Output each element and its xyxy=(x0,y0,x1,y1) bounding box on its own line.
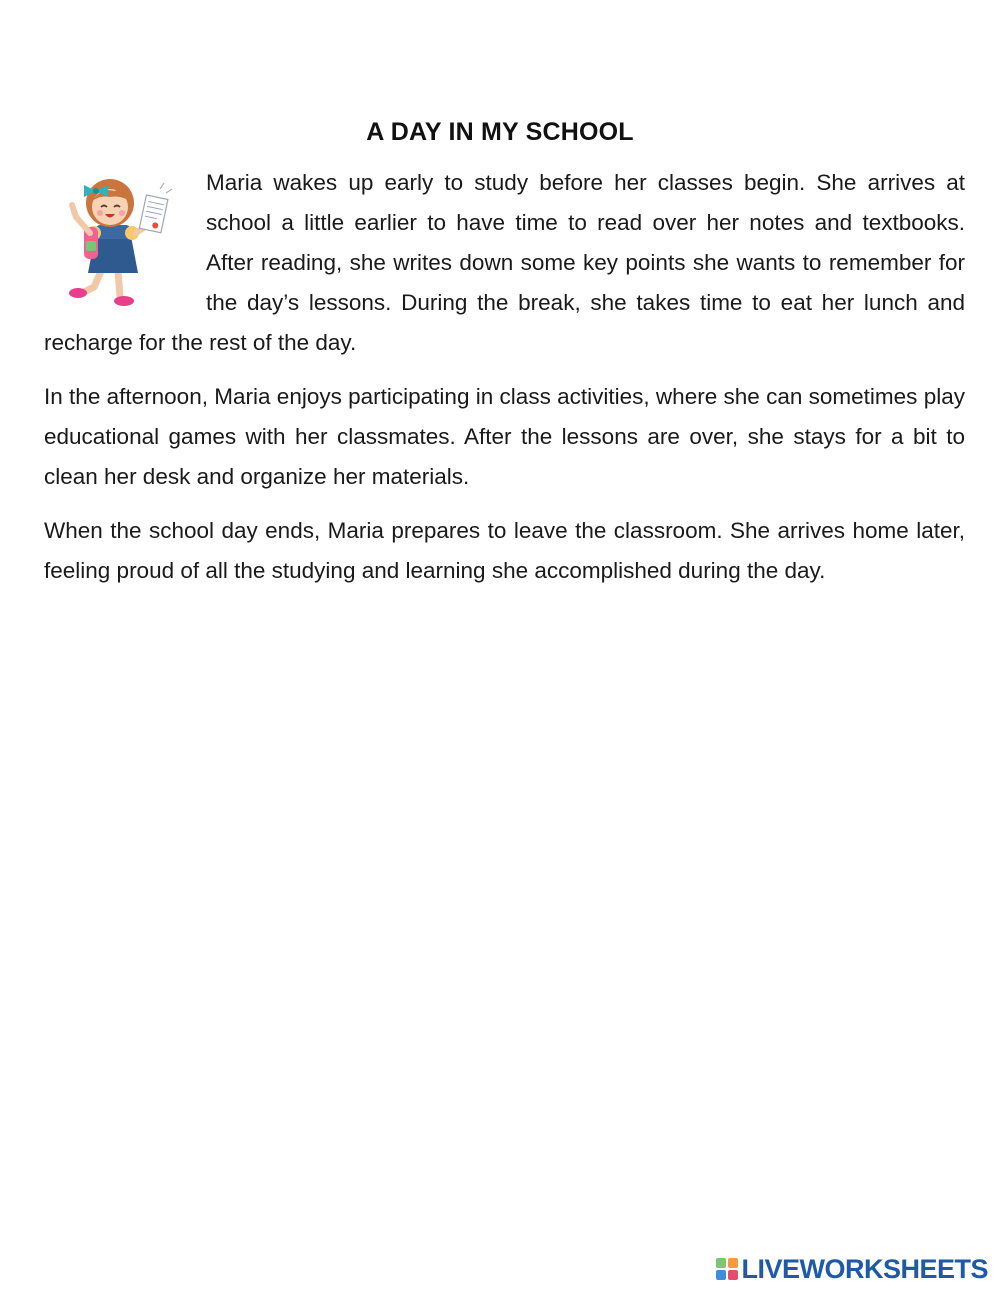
paragraph-3: When the school day ends, Maria prepares to leave the classroom. She arrives home later, feeling proud of all the studying and learning she accomplished during the day. xyxy=(44,518,965,583)
logo-blocks-icon xyxy=(716,1258,738,1280)
logo-block xyxy=(728,1270,738,1280)
page-title: A DAY IN MY SCHOOL xyxy=(366,118,634,146)
girl-with-paper-icon xyxy=(44,169,194,311)
paragraph-1-text: Maria wakes up early to study before her classes begin. She arrives at school a little earlier to have time to read over her notes and textbooks. After reading, she writes down some key points she wants to remember for the day’s lessons. During the break, she takes time to eat her lunch and recharge for the rest of the day. xyxy=(44,170,965,355)
logo-block xyxy=(728,1258,738,1268)
paragraph-1 xyxy=(44,163,965,363)
liveworksheets-logo[interactable] xyxy=(716,1254,988,1284)
logo-block xyxy=(716,1270,726,1280)
brand-name: LIVEWORKSHEETS xyxy=(741,1253,988,1284)
document-body xyxy=(44,163,965,605)
paragraph-2: In the afternoon, Maria enjoys participating in class activities, where she can sometimes play educational games with her classmates. After the lessons are over, she stays for a bit to clean her desk and organize her materials. xyxy=(44,384,965,489)
logo-block xyxy=(716,1258,726,1268)
